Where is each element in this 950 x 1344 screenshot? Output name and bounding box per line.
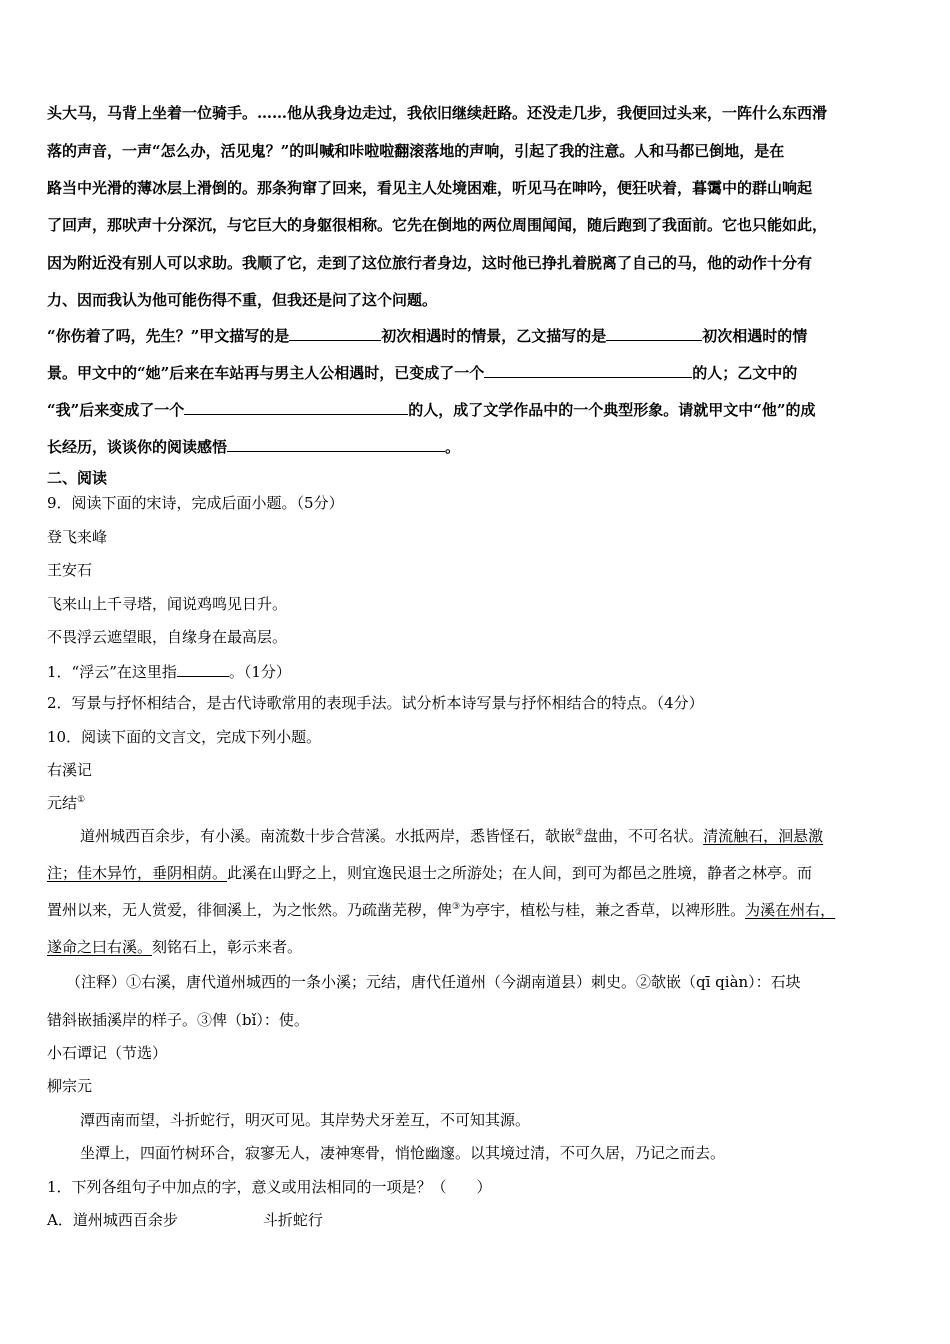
section-heading: 二、阅读	[47, 469, 108, 487]
question-text: 1．“浮云”在这里指	[47, 663, 177, 681]
option-text: 道州城西百余步	[72, 1211, 178, 1229]
answer-blank[interactable]	[177, 660, 229, 677]
answer-blank[interactable]	[227, 435, 445, 452]
prose-line: 潭西南而望，斗折蛇行，明灭可见。其岸势犬牙差互，不可知其源。	[80, 1111, 531, 1129]
prose-text: 此溪在山野之上，则宜逸民退士之所游处；在人间，到可为都邑之胜境，静者之林亭。而	[227, 864, 813, 882]
option-text: 斗折蛇行	[262, 1211, 323, 1229]
prose-line: 坐潭上，四面竹树环合，寂寥无人，凄神寒骨，悄怆幽邃。以其境过清，不可久居，乃记之而去。	[80, 1144, 726, 1162]
prose-line	[47, 937, 302, 957]
question-text: 初次相遇时的情	[702, 327, 808, 345]
prose-line	[47, 863, 812, 883]
footnote-marker: ②	[575, 828, 584, 838]
question-text: “我”后来变成了一个	[47, 401, 185, 419]
passage-line: 落的声音，一声“怎么办，活见鬼？”的叫喊和咔啦啦翻滚落地的声响，引起了我的注意。人和马都已倒地，是在	[47, 142, 785, 160]
poem-title: 登飞来峰	[47, 528, 108, 546]
poem-verse: 飞来山上千寻塔，闻说鸡鸣见日升。	[47, 595, 288, 613]
question-text: 长经历，谈谈你的阅读感悟	[47, 438, 228, 456]
question-intro: 10．阅读下面的文言文，完成下列小题。	[47, 728, 322, 746]
passage-line: 路当中光滑的薄冰层上滑倒的。那条狗窜了回来，看见主人处境困难，听见马在呻吟，便狂吠着，暮霭中的群山响起	[47, 179, 813, 197]
prose-line	[80, 826, 823, 846]
answer-blank[interactable]	[606, 324, 702, 341]
question-line	[47, 361, 797, 383]
question-text: “你伤着了吗，先生？”甲文描写的是	[47, 327, 290, 345]
underlined-sentence: 遂命之曰右溪。	[47, 938, 153, 956]
sub-question: 1．下列各组句子中加点的字，意义或用法相同的一项是？（ ）	[47, 1178, 492, 1196]
footnote-marker: ①	[77, 795, 86, 805]
question-text: 景。甲文中的“她”后来在车站再与男主人公相遇时，已变成了一个	[47, 364, 485, 382]
answer-blank[interactable]	[289, 324, 381, 341]
underlined-sentence: 为溪在州右，	[745, 901, 836, 919]
underlined-sentence: 注；佳木异竹，垂阴相荫。	[47, 864, 228, 882]
option-label: A．	[47, 1211, 73, 1229]
passage-line: 因为附近没有别人可以求助。我顺了它，走到了这位旅行者身边，这时他已挣扎着脱离了自己的马，他的动作十分有	[47, 254, 813, 272]
question-line	[47, 324, 807, 346]
question-text: 初次相遇时的情景，乙文描写的是	[381, 327, 607, 345]
author-name: 元结	[47, 794, 78, 812]
prose-text: 盘曲，不可名状。	[583, 827, 704, 845]
footnote-marker: ③	[452, 902, 461, 912]
answer-blank[interactable]	[484, 361, 692, 378]
question-line	[47, 435, 460, 457]
answer-option-a[interactable]	[47, 1210, 323, 1230]
text-title: 右溪记	[47, 761, 93, 779]
question-text: 。	[445, 438, 461, 456]
prose-text: 道州城西百余步，有小溪。南流数十步合营溪。水抵两岸，悉皆怪石，欹嵌	[80, 827, 576, 845]
prose-line	[47, 900, 835, 920]
question-intro: 9．阅读下面的宋诗，完成后面小题。（5分）	[47, 494, 344, 512]
text-author	[47, 793, 85, 813]
question-text: 。（1分）	[228, 663, 291, 681]
passage-line: 头大马，马背上坐着一位骑手。……他从我身边走过，我依旧继续赶路。还没走几步，我便回过头来，一阵什么东西滑	[47, 104, 828, 122]
prose-text: 置州以来，无人赏爱，徘徊溪上，为之怅然。乃疏凿芜秽，俾	[47, 901, 453, 919]
question-text: 的人；乙文中的	[692, 364, 798, 382]
text-author: 柳宗元	[47, 1077, 93, 1095]
passage-line: 力、因而我认为他可能伤得不重，但我还是问了这个问题。	[47, 291, 438, 309]
sub-question: 2．写景与抒怀相结合，是古代诗歌常用的表现手法。试分析本诗写景与抒怀相结合的特点。（4分）	[47, 694, 704, 712]
poem-verse: 不畏浮云遮望眼，自缘身在最高层。	[47, 628, 288, 646]
text-title: 小石谭记（节选）	[47, 1044, 168, 1062]
sub-question	[47, 660, 291, 682]
prose-text: 为亭宇，植松与桂，兼之香草，以裨形胜。	[460, 901, 746, 919]
passage-line: 了回声，那吠声十分深沉，与它巨大的身躯很相称。它先在倒地的两位周围闻闻，随后跑到了我面前。它也只能如此，	[47, 216, 828, 234]
poem-author: 王安石	[47, 561, 93, 579]
underlined-sentence: 清流触石，洄悬激	[703, 827, 824, 845]
annotation-line: 错斜嵌插溪岸的样子。③俾（bǐ）：使。	[47, 1011, 309, 1029]
prose-text: 刻铭石上，彰示来者。	[152, 938, 303, 956]
annotation-line: （注释）①右溪，唐代道州城西的一条小溪；元结，唐代任道州（今湖南道县）刺史。②欹嵌（qī qiàn）：石块	[66, 973, 801, 991]
answer-blank[interactable]	[184, 398, 408, 415]
question-line	[47, 398, 816, 420]
question-text: 的人，成了文学作品中的一个典型形象。请就甲文中“他”的成	[408, 401, 816, 419]
